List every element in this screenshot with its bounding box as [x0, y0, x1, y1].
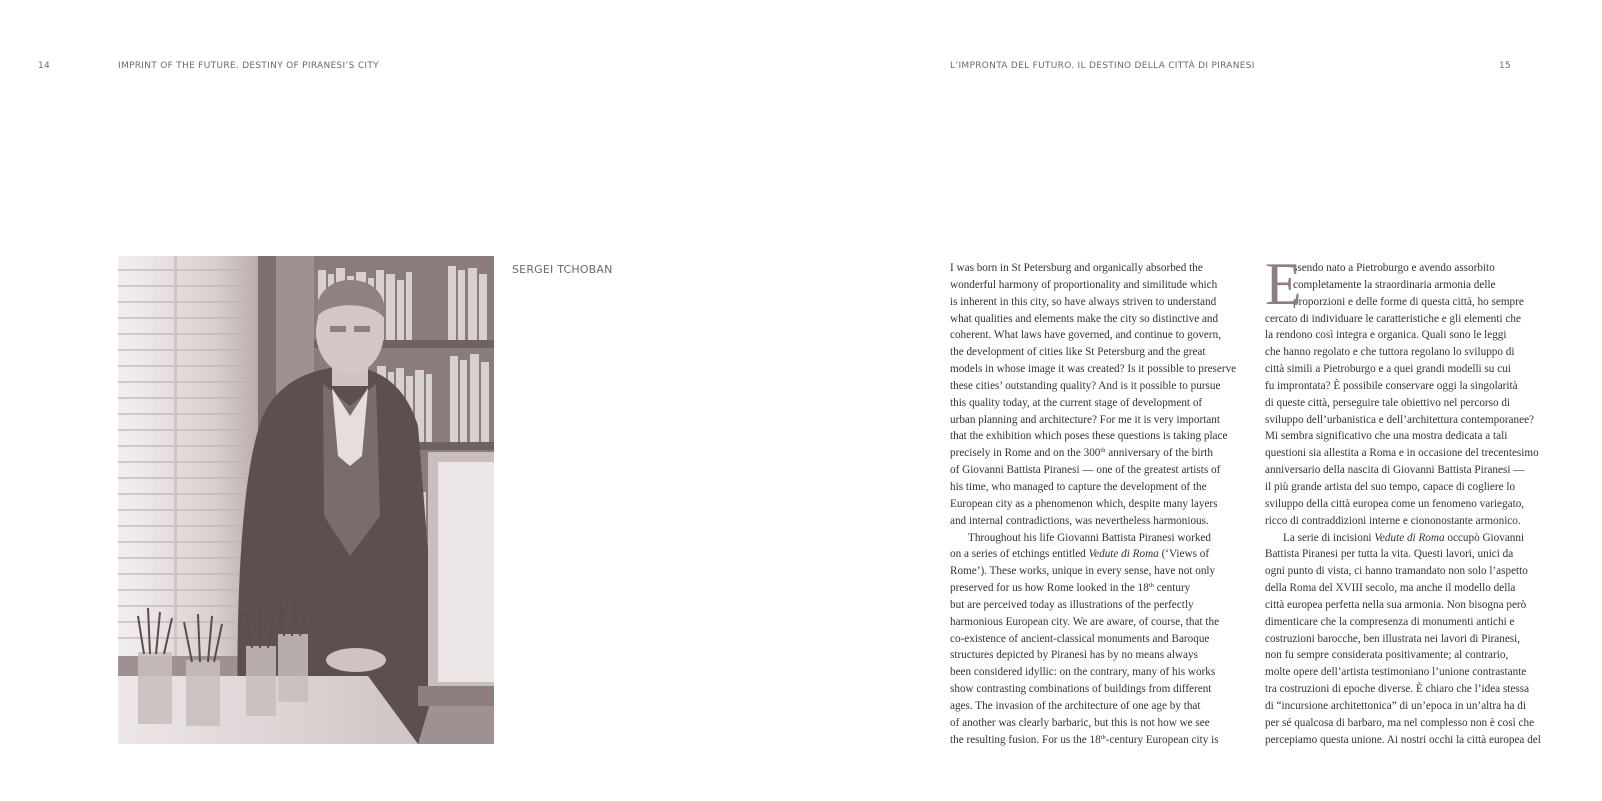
- text-line: [950, 546, 1255, 563]
- text-line: di queste città, perseguire tale obiettivo nel percorso di: [1265, 396, 1511, 409]
- italic-title: Vedute di Roma: [1374, 531, 1445, 544]
- text-line: completamente la straordinaria armonia delle: [1293, 278, 1496, 291]
- text-line: models in whose image it was created? Is it possible to preserve: [950, 363, 1237, 376]
- text-segment: precisely in Rome and on the 300: [950, 447, 1101, 460]
- ordinal-superscript: th: [1100, 733, 1106, 741]
- text-line: the development of cities like St Petersburg and the great: [950, 346, 1206, 359]
- text-line: but are perceived today as illustrations of the perfectly: [950, 598, 1194, 611]
- text-line: been considered idyllic: on the contrary, many of his works: [950, 666, 1216, 679]
- text-line: di “incursione architettonica” di un’epoca in un’altra ha di: [1265, 699, 1526, 712]
- text-line: questioni sia allestita a Roma e in occasione del trecentesimo: [1265, 447, 1539, 460]
- left-page-number: 14: [38, 61, 51, 71]
- text-line: what qualities and elements make the city so distinctive and: [950, 312, 1219, 325]
- text-line: anniversario della nascita di Giovanni Battista Piranesi —: [1265, 464, 1525, 477]
- text-line: I was born in St Petersburg and organically absorbed the: [950, 262, 1203, 274]
- portrait-illustration: [118, 256, 494, 744]
- author-name: SERGEI TCHOBAN: [512, 263, 613, 276]
- english-text-column: [950, 260, 1255, 748]
- text-line: [950, 445, 1255, 462]
- text-segment: (‘Views of: [1158, 548, 1210, 561]
- ordinal-superscript: th: [1148, 582, 1154, 590]
- text-line: show contrasting combinations of buildings from different: [950, 683, 1212, 696]
- text-line: ages. The invasion of the architecture of one age by that: [950, 699, 1201, 712]
- text-line: of another was clearly barbaric, but this is not how we see: [950, 716, 1210, 729]
- text-segment: the resulting fusion. For us the 18: [950, 733, 1101, 746]
- text-line: structures depicted by Piranesi has by no means always: [950, 649, 1198, 662]
- text-segment: -century European city is: [1105, 733, 1219, 746]
- text-line: of Giovanni Battista Piranesi — one of the greatest artists of: [950, 464, 1221, 477]
- text-line: dimenticare che la compresenza di monumenti antichi e: [1265, 615, 1515, 628]
- text-line: that the exhibition which poses these questions is taking place: [950, 430, 1228, 443]
- right-running-title: L’IMPRONTA DEL FUTURO. IL DESTINO DELLA CITTÀ DI PIRANESI: [950, 61, 1255, 71]
- text-line: sviluppo della città europea come un fenomeno variegato,: [1265, 497, 1525, 510]
- text-line: della Roma del XVIII secolo, ma anche il modello della: [1265, 582, 1516, 595]
- text-line: Battista Piranesi per tutta la vita. Questi lavori, unici da: [1265, 548, 1514, 561]
- italic-title: Vedute di Roma: [1088, 548, 1159, 561]
- text-line: sviluppo dell’urbanistica e dell’architettura contemporanee?: [1265, 413, 1535, 426]
- text-line: Throughout his life Giovanni Battista Piranesi worked: [968, 531, 1211, 544]
- text-line: molte opere dell’artista testimoniano l’unione contrastante: [1265, 666, 1527, 679]
- text-segment: occupò Giovanni: [1444, 531, 1525, 544]
- text-line: [950, 580, 1255, 597]
- text-segment: preserved for us how Rome looked in the 18: [950, 582, 1149, 595]
- text-line: che hanno regolato e che tuttora regolano lo sviluppo di: [1265, 346, 1515, 359]
- right-page-number: 15: [1499, 61, 1512, 71]
- text-line: harmonious European city. We are aware, of course, that the: [950, 615, 1220, 628]
- ordinal-superscript: th: [1100, 447, 1106, 455]
- text-line: tra costruzioni di epoche diverse. È chiaro che l’idea stessa: [1265, 683, 1530, 696]
- text-line: il più grande artista del suo tempo, capace di cogliere lo: [1265, 480, 1516, 493]
- text-line: ssendo nato a Pietroburgo e avendo assorbito: [1293, 262, 1495, 274]
- text-line: proporzioni e delle forme di questa città, ho sempre: [1293, 295, 1524, 308]
- text-line: fu improntata? È possibile conservare oggi la singolarità: [1265, 379, 1518, 392]
- text-line: is inherent in this city, so have always striven to understand: [950, 295, 1217, 308]
- text-line: his time, who managed to capture the development of the: [950, 480, 1207, 493]
- text-segment: on a series of etchings entitled: [950, 548, 1089, 561]
- text-line: urban planning and architecture? For me it is very important: [950, 413, 1220, 426]
- text-line: non fu sempre considerata positivamente; al contrario,: [1265, 649, 1509, 662]
- text-line: ogni punto di vista, ci hanno tramandato non solo l’aspetto: [1265, 565, 1528, 578]
- text-line: these cities’ outstanding quality? And is it possible to pursue: [950, 379, 1221, 392]
- text-segment: La serie di incisioni: [1283, 531, 1375, 544]
- author-portrait-photo: [118, 256, 494, 744]
- text-line: and internal contradictions, was nevertheless harmonious.: [950, 514, 1209, 527]
- text-line: this quality today, at the current stage of development of: [950, 396, 1203, 409]
- text-line: coherent. What laws have governed, and continue to govern,: [950, 329, 1221, 342]
- text-line: per sé qualcosa di barbaro, ma nel complesso non è così che: [1265, 716, 1535, 729]
- text-line: co-existence of ancient-classical monuments and Baroque: [950, 632, 1210, 645]
- text-line: European city as a phenomenon which, despite many layers: [950, 497, 1218, 510]
- text-segment: anniversary of the birth: [1105, 447, 1213, 460]
- text-line: la rendono così integra e organica. Quali sono le leggi: [1265, 329, 1507, 342]
- drop-cap: E: [1265, 251, 1302, 317]
- text-line: Rome’). These works, unique in every sense, have not only: [950, 565, 1216, 578]
- text-segment: century: [1153, 582, 1191, 595]
- text-line: città europea perfetta nella sua armonia. Non bisogna però: [1265, 598, 1527, 611]
- left-running-title: IMPRINT OF THE FUTURE. DESTINY OF PIRANESI’S CITY: [118, 61, 379, 71]
- text-line: cercato di individuare le caratteristiche e gli elementi che: [1265, 312, 1521, 325]
- text-line: wonderful harmony of proportionality and similitude which: [950, 278, 1218, 291]
- text-line: [1265, 530, 1570, 547]
- text-line: Mi sembra significativo che una mostra dedicata a tali: [1265, 430, 1508, 443]
- text-line: città simili a Pietroburgo e a quei grandi modelli su cui: [1265, 363, 1511, 376]
- text-line: percepiamo questa unione. Ai nostri occhi la città europea del: [1265, 733, 1541, 746]
- text-line: ricco di contraddizioni interne e ciononostante armonico.: [1265, 514, 1521, 527]
- italian-text-column: [1265, 251, 1570, 748]
- text-line: costruzioni barocche, ben illustrata nei lavori di Piranesi,: [1265, 632, 1521, 645]
- text-line: [950, 732, 1255, 749]
